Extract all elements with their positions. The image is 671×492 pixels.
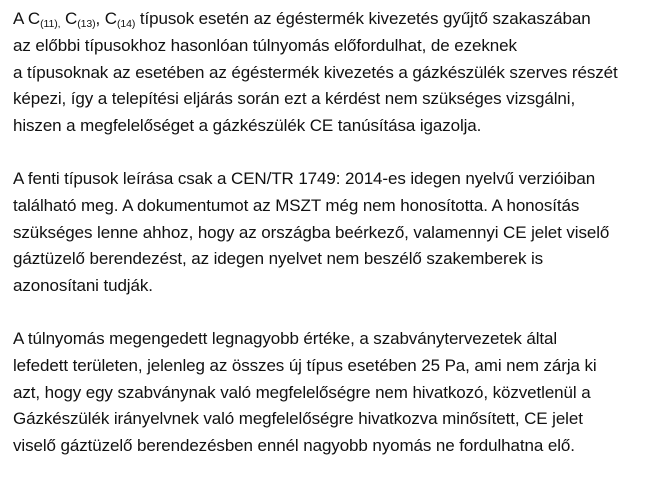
text-line: szükséges lenne ahhoz, hogy az országba beérkező, valamennyi CE jelet viselő xyxy=(13,222,610,242)
subscript: (11), xyxy=(40,18,61,30)
paragraph-1 xyxy=(13,6,663,140)
text-line: képezi, így a telepítési eljárás során ezt a kérdést nem szükséges vizsgálni, xyxy=(13,89,576,109)
text-line: A fenti típusok leírása csak a CEN/TR 1749: 2014-es idegen nyelvű verzióiban xyxy=(13,168,596,188)
subscript: (13) xyxy=(77,18,96,30)
paragraph-3 xyxy=(13,326,663,460)
text-fragment: , C xyxy=(95,9,117,28)
text-line: az előbbi típusokhoz hasonlóan túlnyomás előfordulhat, de ezeknek xyxy=(13,35,517,55)
text-line: Gázkészülék irányelvnek való megfelelőségre hivatkozva minősített, CE jelet xyxy=(13,409,583,429)
text-line: a típusoknak az esetében az égéstermék kivezetés a gázkészülék szerves részét xyxy=(13,62,618,82)
text-fragment: C xyxy=(60,9,78,28)
text-line: azonosítani tudják. xyxy=(13,276,153,296)
text-line: lefedett területen, jelenleg az összes új típus esetében 25 Pa, ami nem zárja ki xyxy=(13,355,597,375)
text-line: található meg. A dokumentumot az MSZT még nem honosította. A honosítás xyxy=(13,195,580,215)
paragraph-2 xyxy=(13,166,663,300)
text-line xyxy=(13,6,663,33)
text-line: A túlnyomás megengedett legnagyobb értéke, a szabványtervezetek által xyxy=(13,328,558,348)
text-fragment: típusok esetén az égéstermék kivezetés gyűjtő szakaszában xyxy=(135,9,591,28)
text-line: hiszen a megfelelőséget a gázkészülék CE tanúsítása igazolja. xyxy=(13,116,482,136)
text-line: gáztüzelő berendezést, az idegen nyelvet nem beszélő szakemberek is xyxy=(13,249,544,269)
subscript: (14) xyxy=(116,18,136,30)
text-line: viselő gáztüzelő berendezésben ennél nagyobb nyomás ne fordulhatna elő. xyxy=(13,436,575,456)
text-fragment: A C xyxy=(13,9,41,28)
text-line: azt, hogy egy szabványnak való megfelelőségre nem hivatkozó, közvetlenül a xyxy=(13,382,591,402)
